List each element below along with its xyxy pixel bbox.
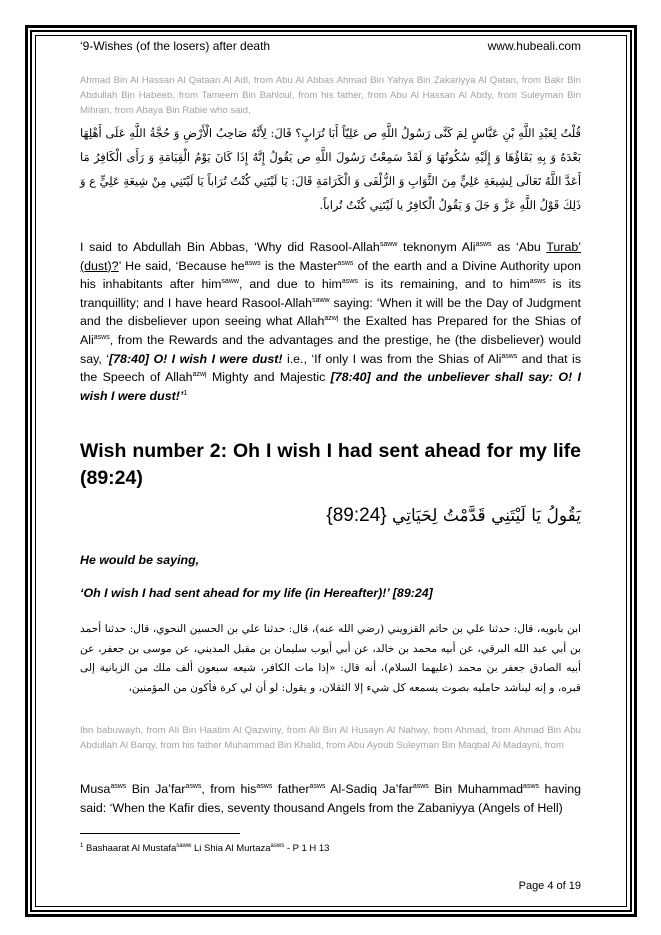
isnad-chain-1: Ahmad Bin Al Hassan Al Qataan Al Adl, from Abu Al Abbas Ahmad Bin Yahya Bin Zakariyya Al Qatan, from Bakr Bin Abdullah Bin Habeeb, from Tameem Bin Bahloul, from his father, from Abu Al Hassan Al Abdy, from Suleyman Bin Mihran, from Abaya Bin Rabie who said, xyxy=(80,75,581,116)
english-translation-1: I said to Abdullah Bin Abbas, ‘Why did Rasool-Allah$^{saww}$ teknonym Ali$^{asws}$ as ‘Abu Turab’ (dust)?’ He said, ‘Because $he^{asws}$ is the Master$^{asws}$ of the earth and a Divine Authority upon his inhabitants after him$^{saww}$, and due to him$^{asws}$ is its remaining, and to him$^{asws}$ is its tranquillity; and I have heard Rasool-Allah$^{saww}$ saying: ‘When it will be the Day of Judgment and the disbeliever upon seeing what Allah$^{azwj}$ the Exalted has Prepared for the Shias of Ali$^{asws}$, from the Rewards and the advantages and the prestige, he (the disbeliever) would say, ‘[78:40] O! I wish I were dust! i.e., ‘If only I was from the Shias of Ali$^{asws}$ and that is the Speech of Allah$^{azwj}$ Mighty and Majestic [78:40] and the unbeliever shall say: O! I wish I were dust!’$^1$ xyxy=(80,240,582,403)
arabic-hadith-1: قُلْتُ لِعَبْدِ اللَّهِ بْنِ عَبَّاسٍ لِمَ كَنَّى رَسُولُ اللَّهِ ص عَلِيّاً أَبَا تُرَابٍ؟ قَالَ: لِأَنَّهُ صَاحِبُ الْأَرْضِ وَ حُجَّةُ اللَّهِ عَلَى أَهْلِهَا بَعْدَهُ وَ بِهِ بَقَاؤُهَا وَ إِلَيْهِ سُكُونُهَا وَ لَقَدْ سَمِعْتُ رَسُولَ اللَّهِ ص يَقُولُ إِنَّهُ إِذَا كَانَ يَوْمُ الْقِيَامَةِ وَ رَأَى الْكَافِرُ مَا أَعَدَّ اللَّهُ تَعَالَى لِشِيعَةِ عَلِيٍّ مِنَ الثَّوَابِ وَ الزُّلْفَى وَ الْكَرَامَةِ قَالَ: يَا لَيْتَنِي كُنْتُ تُرَاباً يَا لَيْتَنِي مِنْ شِيعَةِ عَلِيٍّ ع وَ ذَلِكَ قَوْلُ اللَّهِ عَزَّ وَ جَلَ وَ يَقُولُ الْكافِرُ يا لَيْتَنِي كُنْتُ تُراباً. xyxy=(80,126,581,212)
ayah-arabic: يَقُولُ يَا لَيْتَنِي قَدَّمْتُ لِحَيَاتِي xyxy=(392,506,581,526)
isnad-chain-2: Ibn babuwayh, from Ali Bin Haatim Al Qazwiny, from Ali Bin Al Husayn Al Nahwy, from Ahmad, from Ahmad Bin Abu Abdullah Al Barqy, from his father Muhammad Bin Khalid, from Abu Ayoub Suleyman Bin Maqbal Al Madayni, from xyxy=(80,725,581,751)
quran-quote-78-40-full: [78:40] and the unbeliever shall say: O! I wish I were dust!’ xyxy=(80,370,581,403)
footnote-number: 1 xyxy=(80,843,84,849)
document-title: ‘9-Wishes (of the losers) after death xyxy=(80,39,271,53)
quran-quote-78-40: [78:40] O! I wish I were dust! xyxy=(109,351,283,366)
arabic-hadith-2: ابن بابويه، قال: حدثنا علي بن حاتم القزويني (رضي الله عنه)، قال: حدثنا علي بن الحسين النحوي، قال: حدثنا أحمد بن أبي عبد الله البرقي، عن أبيه محمد بن خالد، عن أبي أيوب سليمان بن مقبل المديني، عن موسى بن جعفر، عن أبيه الصادق جعفر بن محمد (عليهما السلام)، أنه قال: «إذا مات الكافر، شيعه سبعون ألف ملك من الزبانية إلى قبره، و إنه ليناشد حامليه بصوت يسمعه كل شيء إلا الثقلان، و يقول: لو أن لي كرة فأكون من المؤمنين، xyxy=(80,623,581,694)
quran-translation-quote: ‘Oh I wish I had sent ahead for my life (in Hereafter)!’ [89:24] xyxy=(80,586,433,600)
footnote-reference[interactable]: 1 xyxy=(183,389,188,397)
quran-ayah xyxy=(80,505,581,527)
intro-line: He would be saying, xyxy=(80,553,200,567)
english-translation-2: Musa$^{asws}$ Bin Ja’far$^{asws}$, from his$^{asws}$ father$^{asws}$ Al-Sadiq Ja’far$^{asws}$ Bin Muhammad$^{asws}$ having said: ‘When the Kafir dies, seventy thousand Angels from the Zabaniyya (Angels of Hell) xyxy=(80,782,581,815)
section-heading: Wish number 2: Oh I wish I had sent ahead for my life (89:24) xyxy=(80,440,581,489)
ayah-reference: {89:24} xyxy=(326,505,387,526)
footnote-separator xyxy=(80,833,240,834)
page-header xyxy=(80,39,581,55)
website-link[interactable]: www.hubeali.com xyxy=(487,39,581,53)
page-number: Page 4 of 19 xyxy=(518,880,581,892)
footnote: $^1$ Bashaarat Al Mustafa$^{saww}$ Li Shia Al Murtaza$^{asws}$ - P 1 H 13 xyxy=(80,843,330,854)
